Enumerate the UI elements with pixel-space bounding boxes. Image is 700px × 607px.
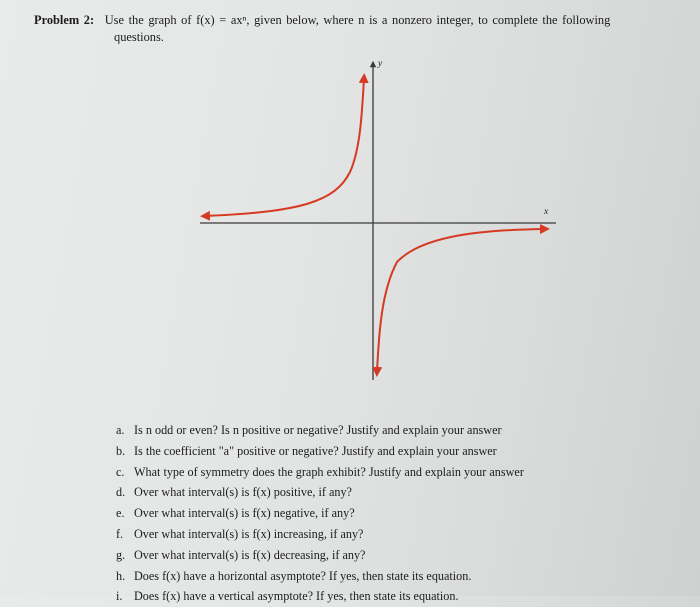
question-item: g. Over what interval(s) is f(x) decreasing, if any?	[116, 547, 366, 562]
question-item: d. Over what interval(s) is f(x) positive, if any?	[116, 485, 352, 500]
problem-text-line2: questions.	[114, 30, 164, 44]
y-axis-label: y	[378, 59, 383, 69]
question-item: f. Over what interval(s) is f(x) increasing, if any?	[116, 526, 364, 541]
problem-text-line1: Use the graph of f(x) = axⁿ, given below, where n is a nonzero integer, to complete the following	[104, 13, 611, 27]
curve-left-branch	[205, 78, 364, 216]
question-item: e. Over what interval(s) is f(x) negative, if any?	[116, 506, 355, 521]
question-list	[116, 420, 676, 607]
x-axis-label: x	[544, 207, 549, 217]
question-item: a. Is n odd or even? Is n positive or negative? Justify and explain your answer	[116, 423, 502, 437]
problem-label: Problem 2:	[34, 13, 95, 27]
curve-right-branch	[377, 229, 545, 372]
question-item: c. What type of symmetry does the graph exhibit? Justify and explain your answer	[116, 464, 524, 479]
question-item: h. Does f(x) have a horizontal asymptote? If yes, then state its equation.	[116, 568, 472, 583]
question-item: b. Is the coefficient "a" positive or negative? Justify and explain your answer	[116, 443, 497, 458]
question-item: i. Does f(x) have a vertical asymptote? If yes, then state its equation.	[116, 589, 459, 604]
